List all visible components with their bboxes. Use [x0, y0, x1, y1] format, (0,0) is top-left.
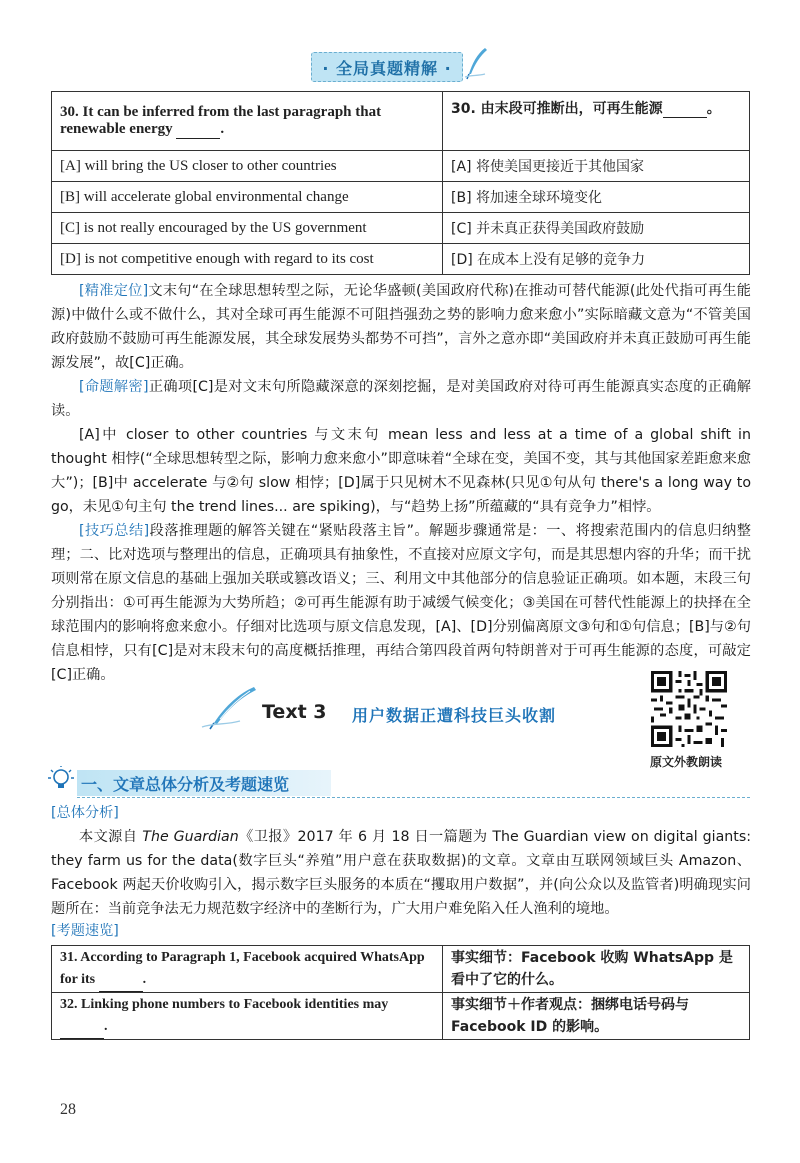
source-name: The Guardian — [142, 829, 239, 845]
page-number: 28 — [60, 1101, 76, 1118]
table-row — [52, 946, 750, 993]
option-d-zh: [D] 在成本上没有足够的竞争力 — [443, 244, 750, 275]
distractor-analysis-paragraph: [A]中 closer to other countries 与文末句 mean less and less at a time of a global shift in thought 相悖(“全球思想转型之际，影响力愈来愈小”即意味着“全球在变，美国不变，其与其他国家差距愈来愈大”)；[B]中 accelerate 与②句 slow 相悖；[D]属于只见树木不见森林(只见①句从句 there's a long way to go，未见①句主句 the trend lines... are spiking)，与“趋势上扬”所蕴藏的“具有竞争力”相悖。 — [51, 427, 751, 515]
overview-tag: [总体分析] — [51, 805, 119, 821]
answer-blank — [60, 1016, 104, 1039]
answer-blank — [663, 101, 707, 118]
question-30-table — [51, 91, 750, 275]
option-d-en: [D] is not competitive enough with regard to its cost — [52, 244, 443, 275]
table-row — [52, 213, 750, 244]
table-row — [52, 182, 750, 213]
quill-pen-icon — [463, 46, 489, 80]
question-decode-tag: [命题解密] — [79, 379, 149, 395]
table-row — [52, 244, 750, 275]
preview-tag: [考题速览] — [51, 923, 119, 939]
qr-code-icon[interactable] — [651, 671, 727, 747]
option-a-zh: [A] 将使美国更接近于其他国家 — [443, 151, 750, 182]
q32-stem: 32. Linking phone numbers to Facebook identities may . — [52, 993, 443, 1040]
section-heading: 一、文章总体分析及考题速览 — [77, 770, 331, 796]
table-row — [52, 993, 750, 1040]
quill-pen-icon — [200, 685, 258, 731]
text-3-title: Text 3 — [262, 701, 327, 723]
text-3-subtitle: 用户数据正遭科技巨头收割 — [352, 706, 557, 725]
skill-summary-tag: [技巧总结] — [79, 523, 150, 539]
answer-blank — [99, 969, 143, 992]
section-banner: · 全局真题精解 · — [311, 52, 463, 82]
q30-chinese-stem: 30. 由末段可推断出，可再生能源 。 — [443, 92, 750, 151]
overview-paragraph: 本文源自 The Guardian《卫报》2017 年 6 月 18 日一篇题为 The Guardian view on digital giants: they farm us for the data(数字巨头“养殖”用户意在获取数据)的文章。文章由互联网领域巨头 Amazon、Facebook 两起天价收购引入，揭示数字巨头服务的本质在“攫取用户数据”，并(向公众以及监管者)明确现实问题所在：当前竞争法无力规范数字经济中的垄断行为，广大用户难免陷入任人渔利的境地。 — [51, 829, 751, 917]
lightbulb-icon — [48, 766, 74, 796]
section-divider — [77, 797, 750, 798]
question-preview-table — [51, 945, 750, 1040]
q30-english-stem: 30. It can be inferred from the last paragraph that renewable energy . — [52, 92, 443, 151]
option-c-zh: [C] 并未真正获得美国政府鼓励 — [443, 213, 750, 244]
option-b-zh: [B] 将加速全球环境变化 — [443, 182, 750, 213]
q31-note: 事实细节：Facebook 收购 WhatsApp 是看中了它的什么。 — [443, 946, 750, 993]
precise-location-tag: [精准定位] — [79, 283, 149, 299]
option-b-en: [B] will accelerate global environmental change — [52, 182, 443, 213]
q31-stem: 31. According to Paragraph 1, Facebook acquired WhatsApp for its . — [52, 946, 443, 993]
qr-caption: 原文外教朗读 — [650, 755, 723, 769]
overview-tag-line — [51, 801, 751, 825]
option-a-en: [A] will bring the US closer to other countries — [52, 151, 443, 182]
precise-location-paragraph: [精准定位]文末句“在全球思想转型之际，无论华盛顿(美国政府代称)在推动可替代能源(此处代指可再生能源)中做什么或不做什么，其对全球可再生能源不可阻挡强劲之势的影响力愈来愈小”实际暗藏文意为“不管美国政府鼓励不鼓励可再生能源发展，其全球发展势头都势不可挡”，言外之意亦即“美国政府并未真正鼓励可再生能源发展”，故[C]正确。 — [51, 283, 751, 371]
q32-note: 事实细节＋作者观点：捆绑电话号码与 Facebook ID 的影响。 — [443, 993, 750, 1040]
answer-blank — [176, 121, 220, 139]
preview-tag-line — [51, 919, 751, 943]
table-row — [52, 92, 750, 151]
question-decode-paragraph: [命题解密]正确项[C]是对文末句所隐藏深意的深刻挖掘，是对美国政府对待可再生能源真实态度的正确解读。 — [51, 379, 751, 419]
option-c-en: [C] is not really encouraged by the US government — [52, 213, 443, 244]
table-row — [52, 151, 750, 182]
skill-summary-paragraph: [技巧总结]段落推理题的解答关键在“紧贴段落主旨”。解题步骤通常是：一、将搜索范围内的信息归纳整理；二、比对选项与整理出的信息，正确项具有抽象性，不直接对应原文字句，而是其思想内容的升华；而干扰项则常在原文信息的基础上强加关联或篡改语义；三、利用文中其他部分的信息验证正确项。如本题，末段三句分别指出：①可再生能源为大势所趋；②可再生能源有助于减缓气候变化；③美国在可替代性能源上的抉择在全球范围内的影响将愈来愈小。仔细对比选项与原文信息发现，[A]、[D]分别偏离原文③句和①句信息；[B]与②句信息相悖，只有[C]是对末段末句的高度概括推理，再结合第四段首两句特朗普对于可再生能源的态度，可敲定[C]正确。 — [51, 523, 751, 683]
